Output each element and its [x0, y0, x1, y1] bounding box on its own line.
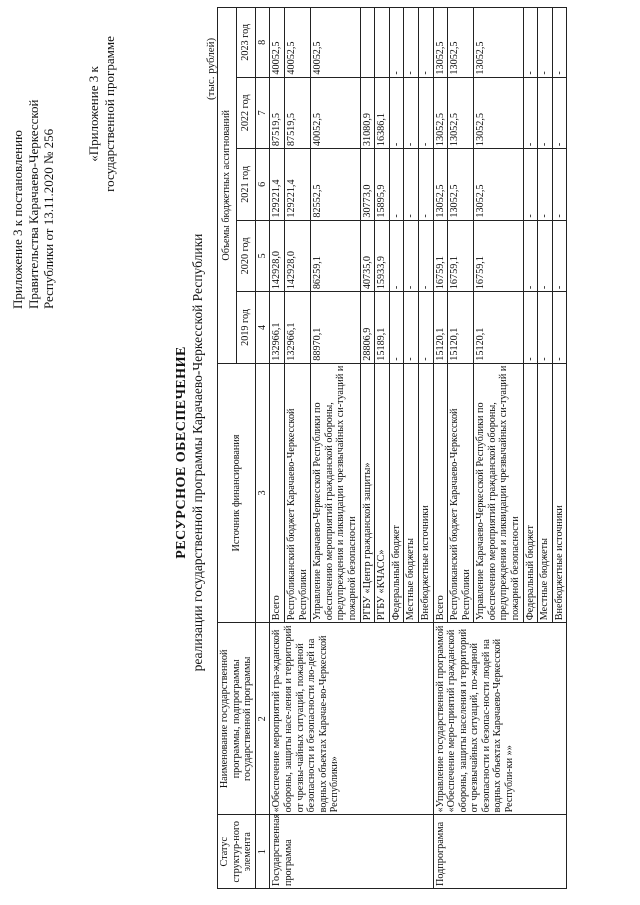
table-row	[433, 8, 448, 889]
value-cell: 13052,5	[448, 149, 474, 221]
value-cell: -	[523, 77, 538, 149]
value-cell: 16759,1	[474, 220, 523, 292]
appendix-note-2	[86, 19, 117, 209]
value-cell: 13052,5	[433, 149, 448, 221]
header-source: Источник финансирования	[218, 363, 256, 623]
value-cell: 13052,5	[474, 8, 523, 78]
document-subtitle: реализации государственной программы Карачаево-Черкесской Республики	[190, 233, 205, 672]
column-number: 5	[255, 220, 270, 292]
value-cell: -	[418, 8, 433, 78]
value-cell: 87519,5	[284, 77, 310, 149]
value-cell: -	[404, 77, 419, 149]
header-volumes: Объемы бюджетных ассигнований	[218, 8, 237, 364]
value-cell: 129221,4	[284, 149, 310, 221]
value-cell: 15120,1	[448, 292, 474, 364]
value-cell: 13052,5	[474, 149, 523, 221]
header-status: Статус структур-ного элемента	[218, 815, 256, 889]
value-cell: 132966,1	[284, 292, 310, 364]
value-cell: -	[404, 292, 419, 364]
value-cell: 15189,1	[375, 292, 390, 364]
appendix-line: Правительства Карачаево-Черкесской	[25, 99, 41, 309]
value-cell	[375, 8, 390, 78]
source-cell: Внебюджетные источники	[552, 363, 567, 623]
value-cell: 15895,9	[375, 149, 390, 221]
value-cell: -	[523, 8, 538, 78]
value-cell: 15120,1	[474, 292, 523, 364]
value-cell: 13052,5	[433, 77, 448, 149]
value-cell: -	[538, 292, 553, 364]
source-cell: Республиканский бюджет Карачаево-Черкесской Республики	[448, 363, 474, 623]
value-cell: -	[538, 149, 553, 221]
value-cell: -	[523, 292, 538, 364]
document-title: РЕСУРСНОЕ ОБЕСПЕЧЕНИЕ	[174, 346, 189, 559]
value-cell: -	[404, 8, 419, 78]
source-cell: Федеральный бюджет	[389, 363, 404, 623]
column-number: 6	[255, 149, 270, 221]
column-number: 1	[255, 815, 270, 889]
value-cell: 142928,0	[270, 220, 285, 292]
appendix-line: «Приложение 3 к	[86, 66, 101, 162]
value-cell: -	[418, 292, 433, 364]
value-cell: -	[404, 149, 419, 221]
column-number: 4	[255, 292, 270, 364]
source-cell: Местные бюджеты	[538, 363, 553, 623]
value-cell: -	[418, 220, 433, 292]
value-cell: 13052,5	[474, 77, 523, 149]
value-cell: 15120,1	[433, 292, 448, 364]
value-cell: -	[538, 220, 553, 292]
value-cell: 30773,0	[360, 149, 375, 221]
value-cell: -	[552, 8, 567, 78]
value-cell: -	[418, 149, 433, 221]
value-cell: 129221,4	[270, 149, 285, 221]
source-cell: Федеральный бюджет	[523, 363, 538, 623]
table-body	[270, 8, 567, 889]
source-cell: Управление Карачаево-Черкесской Республики по обеспечению мероприятий гражданской обороны, предупреждения и ликвидации чрезвычайных си-туаций и пожарной безопасности	[311, 363, 360, 623]
program-name-cell: «Обеспечение мероприятий гра-жданской обороны, защиты насе-ления и территорий от чрезвы-чайных ситуаций, пожарной безопасности и безопасности лю-дей на водных объектах Карачае-во-Черкесской Республики»	[270, 623, 433, 815]
value-cell: 40735,0	[360, 220, 375, 292]
value-cell: 16759,1	[433, 220, 448, 292]
value-cell: 142928,0	[284, 220, 310, 292]
value-cell: 15933,9	[375, 220, 390, 292]
value-cell: 40052,5	[284, 8, 310, 78]
value-cell: 86259,1	[311, 220, 360, 292]
value-cell: -	[389, 77, 404, 149]
value-cell: 13052,5	[448, 8, 474, 78]
value-cell: -	[552, 292, 567, 364]
column-number: 3	[255, 363, 270, 623]
header-year: 2019 год	[236, 292, 255, 364]
value-cell: -	[523, 149, 538, 221]
value-cell: -	[418, 77, 433, 149]
resource-table	[217, 7, 567, 889]
units-label: (тыс. рублей)	[205, 37, 217, 100]
source-cell: Республиканский бюджет Карачаево-Черкесской Республики	[284, 363, 310, 623]
value-cell: -	[552, 220, 567, 292]
status-cell: Государственная программа	[270, 815, 433, 889]
value-cell: -	[404, 220, 419, 292]
value-cell: 132966,1	[270, 292, 285, 364]
value-cell: 87519,5	[270, 77, 285, 149]
header-year: 2021 год	[236, 149, 255, 221]
value-cell: 13052,5	[433, 8, 448, 78]
source-cell: Местные бюджеты	[404, 363, 419, 623]
value-cell: -	[552, 149, 567, 221]
header-year: 2023 год	[236, 8, 255, 78]
value-cell: -	[523, 220, 538, 292]
appendix-line: Республики от 13.11.2020 № 256	[41, 128, 56, 309]
source-cell: РГБУ «КЧАСС»	[375, 363, 390, 623]
value-cell: -	[389, 292, 404, 364]
value-cell: -	[538, 77, 553, 149]
source-cell: Всего	[270, 363, 285, 623]
column-number: 7	[255, 77, 270, 149]
value-cell: 13052,5	[448, 77, 474, 149]
value-cell: -	[389, 8, 404, 78]
source-cell: Внебюджетные источники	[418, 363, 433, 623]
header-year: 2020 год	[236, 220, 255, 292]
value-cell: 82552,5	[311, 149, 360, 221]
table-row	[270, 8, 285, 889]
value-cell: 31080,9	[360, 77, 375, 149]
appendix-line: Приложение 3 к постановлению	[10, 130, 25, 309]
value-cell: 88970,1	[311, 292, 360, 364]
source-cell: Управление Карачаево-Черкесской Республики по обеспечению мероприятий гражданской обороны, предупреждения и ликвидации чрезвычайных си-туаций и пожарной безопасности	[474, 363, 523, 623]
appendix-note	[10, 49, 57, 309]
value-cell: -	[552, 77, 567, 149]
value-cell: 28806,9	[360, 292, 375, 364]
column-number: 8	[255, 8, 270, 78]
value-cell: 16759,1	[448, 220, 474, 292]
source-cell: Всего	[433, 363, 448, 623]
value-cell: -	[538, 8, 553, 78]
status-cell: Подпрограмма	[433, 815, 567, 889]
column-number: 2	[255, 623, 270, 815]
source-cell: РГБУ «Центр гражданской защиты»	[360, 363, 375, 623]
program-name-cell: «Управление государственной программой «Обеспечение меро-приятий гражданской обороны, защиты населения и территорий от чрезвычайных ситуаций, по-жарной безопасности и безопас-ности людей на водных объектах Карачаево-Черкесской Республи-ки »»	[433, 623, 567, 815]
value-cell: 40052,5	[311, 77, 360, 149]
value-cell: -	[389, 149, 404, 221]
header-year: 2022 год	[236, 77, 255, 149]
value-cell: 16386,1	[375, 77, 390, 149]
appendix-line: государственной программе	[101, 36, 117, 192]
value-cell: 40052,5	[270, 8, 285, 78]
value-cell	[360, 8, 375, 78]
value-cell: 40052,5	[311, 8, 360, 78]
header-name: Наименование государственной программы, подпрограммы государственной программы	[218, 623, 256, 815]
value-cell: -	[389, 220, 404, 292]
